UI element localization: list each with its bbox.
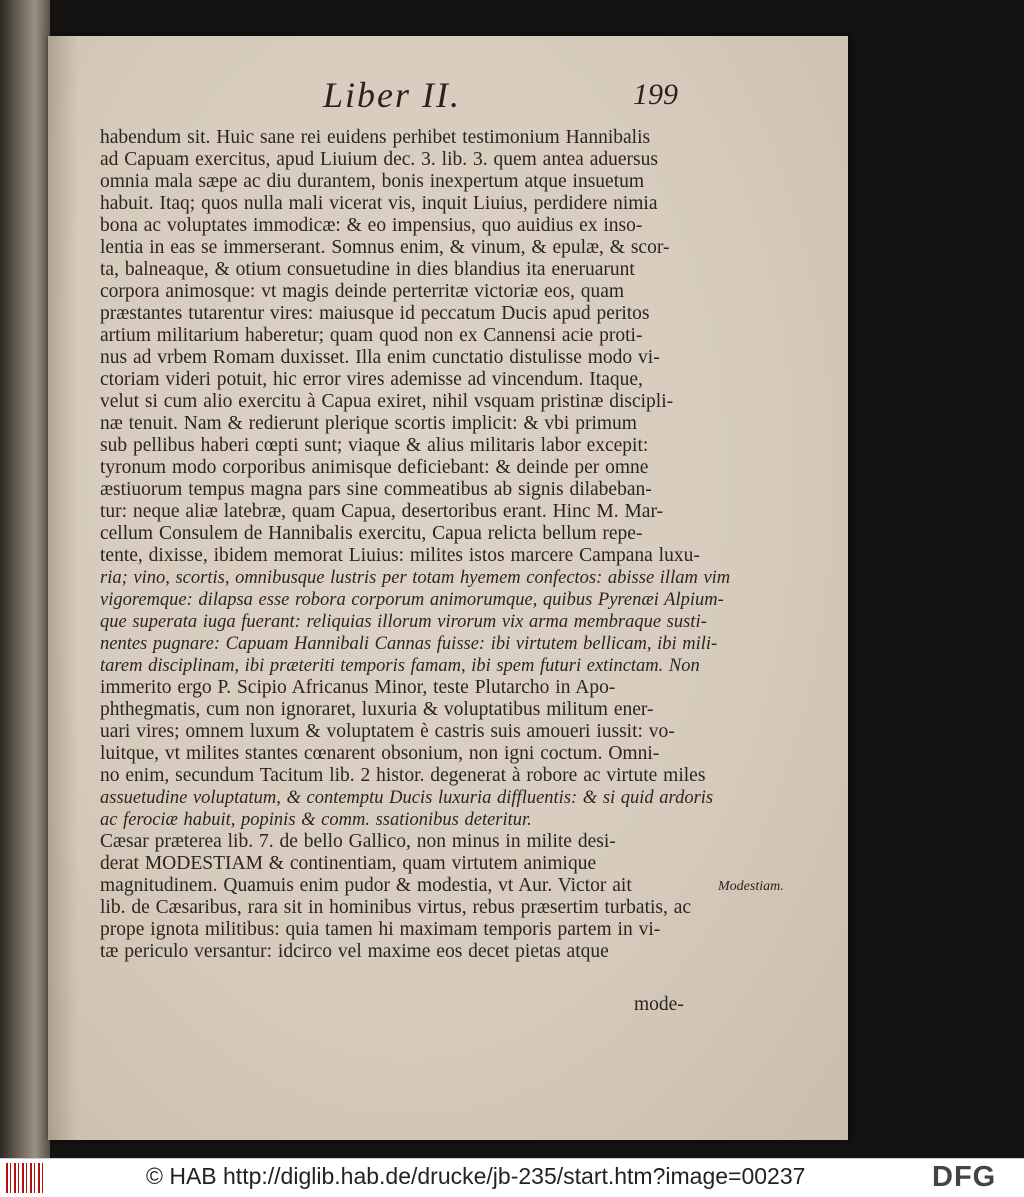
text-line: luitque, vt milites stantes cœnarent obsonium, non igni coctum. Omni- bbox=[100, 743, 660, 764]
viewer-footer bbox=[0, 1158, 1024, 1197]
text-line: ad Capuam exercitus, apud Liuium dec. 3. lib. 3. quem antea aduersus bbox=[100, 149, 658, 170]
text-line: que superata iuga fuerant: reliquias illorum virorum vix arma membraque susti- bbox=[100, 612, 707, 632]
previous-page-edge bbox=[0, 0, 50, 1158]
text-line: sub pellibus haberi cœpti sunt; viaque & alius militaris labor excepit: bbox=[100, 435, 649, 456]
text-line: nentes pugnare: Capuam Hannibali Cannas fuisse: ibi virtutem bellicam, ibi mili- bbox=[100, 634, 718, 654]
text-line: habendum sit. Huic sane rei euidens perhibet testimonium Hannibalis bbox=[100, 127, 651, 148]
running-head bbox=[48, 74, 848, 124]
dfg-logo: DFG bbox=[932, 1161, 997, 1193]
text-line: tyronum modo corporibus animisque deficiebant: & deinde per omne bbox=[100, 457, 649, 478]
running-title: Liber II. bbox=[323, 75, 461, 115]
text-line: prope ignota militibus: quia tamen hi maximam temporis partem in vi- bbox=[100, 919, 661, 940]
text-line: derat MODESTIAM & continentiam, quam virtutem animique bbox=[100, 853, 597, 874]
text-line: tæ periculo versantur: idcirco vel maxime eos decet pietas atque bbox=[100, 941, 609, 962]
text-line: næ tenuit. Nam & redierunt plerique scortis implicit: & vbi primum bbox=[100, 413, 637, 434]
text-line: bona ac voluptates immodicæ: & eo impensius, quo auidius ex inso- bbox=[100, 215, 643, 236]
text-line: immerito ergo P. Scipio Africanus Minor, teste Plutarcho in Apo- bbox=[100, 677, 616, 698]
text-line: uari vires; omnem luxum & voluptatem è castris suis amoueri iussit: vo- bbox=[100, 721, 675, 742]
text-line: phthegmatis, cum non ignoraret, luxuria & voluptatibus militum ener- bbox=[100, 699, 654, 720]
text-line: lentia in eas se immerserant. Somnus enim, & vinum, & epulæ, & scor- bbox=[100, 237, 670, 258]
text-line: assuetudine voluptatum, & contemptu Ducis luxuria diffluentis: & si quid ardoris bbox=[100, 788, 714, 808]
text-line: præstantes tutarentur vires: maiusque id peccatum Ducis apud peritos bbox=[100, 303, 650, 324]
text-line: velut si cum alio exercitu à Capua exiret, nihil vsquam pristinæ discipli- bbox=[100, 391, 674, 412]
hab-barcode-icon bbox=[6, 1163, 46, 1193]
text-line: magnitudinem. Quamuis enim pudor & modestia, vt Aur. Victor ait bbox=[100, 875, 632, 896]
text-line: æstiuorum tempus magna pars sine commeatibus ab signis dilabeban- bbox=[100, 479, 652, 500]
text-line: habuit. Itaq; quos nulla mali vicerat vis, inquit Liuius, perdidere nimia bbox=[100, 193, 658, 214]
margin-note: Modestiam. bbox=[718, 879, 784, 894]
text-line: ta, balneaque, & otium consuetudine in dies blandius ita eneruarunt bbox=[100, 259, 635, 280]
book-page bbox=[48, 36, 848, 1140]
text-line: tur: neque aliæ latebræ, quam Capua, desertoribus erant. Hinc M. Mar- bbox=[100, 501, 664, 522]
text-line: artium militarium haberetur; quam quod non ex Cannensi acie proti- bbox=[100, 325, 643, 346]
text-line: vigoremque: dilapsa esse robora corporum animorumque, quibus Pyrenæi Alpium- bbox=[100, 590, 724, 610]
folio-number: 199 bbox=[633, 78, 678, 111]
text-line: ctoriam videri potuit, hic error vires ademisse ad vincendum. Itaque, bbox=[100, 369, 643, 390]
text-line: nus ad vrbem Romam duxisset. Illa enim cunctatio distulisse modo vi- bbox=[100, 347, 660, 368]
catchword: mode- bbox=[634, 994, 684, 1015]
text-line: no enim, secundum Tacitum lib. 2 histor. degenerat à robore ac virtute miles bbox=[100, 765, 706, 786]
text-line: ac ferociæ habuit, popinis & comm. ssationibus deteritur. bbox=[100, 810, 532, 830]
body-text bbox=[100, 127, 748, 963]
text-line: lib. de Cæsaribus, rara sit in hominibus virtus, rebus præsertim turbatis, ac bbox=[100, 897, 692, 918]
text-line: corpora animosque: vt magis deinde perterritæ victoriæ eos, quam bbox=[100, 281, 625, 302]
text-line: ria; vino, scortis, omnibusque lustris per totam hyemem confectos: abisse illam vim bbox=[100, 568, 731, 588]
text-line: Cæsar præterea lib. 7. de bello Gallico, non minus in milite desi- bbox=[100, 831, 616, 852]
text-line: tarem disciplinam, ibi præteriti temporis famam, ibi spem futuri extinctam. Non bbox=[100, 656, 700, 676]
text-line: omnia mala sæpe ac diu durantem, bonis inexpertum atque insuetum bbox=[100, 171, 645, 192]
text-line: cellum Consulem de Hannibalis exercitu, Capua relicta bellum repe- bbox=[100, 523, 643, 544]
text-line: tente, dixisse, ibidem memorat Liuius: milites istos marcere Campana luxu- bbox=[100, 545, 700, 566]
copyright-link[interactable]: © HAB http://diglib.hab.de/drucke/jb-235/start.htm?image=00237 bbox=[146, 1163, 806, 1189]
